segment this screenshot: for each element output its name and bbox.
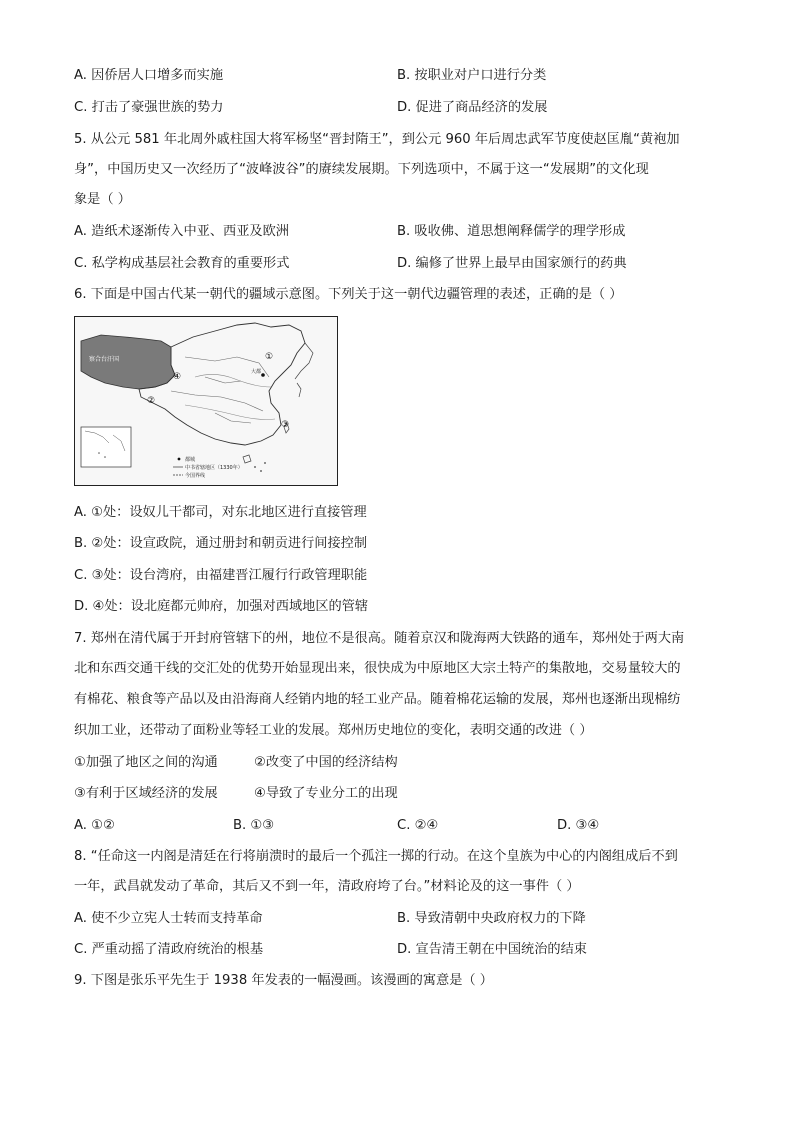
q7-item-3: ③有利于区域经济的发展 <box>74 786 218 801</box>
q5-option-c: C. 私学构成基层社会教育的重要形式 <box>74 256 290 271</box>
q6-stem: 6. 下面是中国古代某一朝代的疆域示意图。下列关于这一朝代边疆管理的表述，正确的是（ ） <box>74 287 623 302</box>
q8-option-c: C. 严重动摇了清政府统治的根基 <box>74 942 264 957</box>
q4-option-d: D. 促进了商品经济的发展 <box>397 100 548 115</box>
legend-capital: 都城 <box>185 457 196 463</box>
q7-option-c: C. ②④ <box>397 818 439 833</box>
map-marker-1: ① <box>265 352 274 362</box>
q6-option-d: D. ④处：设北庭都元帅府，加强对西域地区的管辖 <box>74 599 369 614</box>
q5-option-a: A. 造纸术逐渐传入中亚、西亚及欧洲 <box>74 224 289 239</box>
map-marker-3: ③ <box>281 420 290 430</box>
q7-stem-line1: 7. 郑州在清代属于开封府管辖下的州，地位不是很高。随着京汉和陇海两大铁路的通车，郑州处于两大南 <box>74 631 685 646</box>
q8-option-a: A. 使不少立宪人士转而支持革命 <box>74 911 263 926</box>
q5-stem-line2: 身”，中国历史又一次经历了“波峰波谷”的赓续发展期。下列选项中，不属于这一“发展期”的文化现 <box>74 162 649 177</box>
q7-item-1: ①加强了地区之间的沟通 <box>74 755 218 770</box>
capital-dadu <box>261 373 265 377</box>
q5-stem-line1: 5. 从公元 581 年北周外戚柱国大将军杨坚“晋封隋王”，到公元 960 年后周忠武军节度使赵匡胤“黄袍加 <box>74 132 680 147</box>
q5-option-b: B. 吸收佛、道思想阐释儒学的理学形成 <box>397 224 626 239</box>
q6-option-b: B. ②处：设宣政院，通过册封和朝贡进行间接控制 <box>74 536 368 551</box>
hainan-island <box>243 455 251 463</box>
q9-stem: 9. 下图是张乐平先生于 1938 年发表的一幅漫画。该漫画的寓意是（ ） <box>74 973 493 988</box>
map-marker-2: ② <box>147 396 156 406</box>
region-label: 察合台汗国 <box>89 356 120 363</box>
q4-option-a: A. 因侨居人口增多而实施 <box>74 68 224 83</box>
territory-map <box>74 316 338 486</box>
q7-stem-line4: 织加工业，还带动了面粉业等轻工业的发展。郑州历史地位的变化，表明交通的改进（ ） <box>74 723 593 738</box>
q6-option-c: C. ③处：设台湾府，由福建晋江履行行政管理职能 <box>74 568 368 583</box>
q7-item-4: ④导致了专业分工的出现 <box>254 786 398 801</box>
q4-option-c: C. 打击了豪强世族的势力 <box>74 100 224 115</box>
city-label: 大都 <box>251 369 262 375</box>
q4-option-b: B. 按职业对户口进行分类 <box>397 68 547 83</box>
legend-region: 中书省辖地区（1330年） <box>185 465 243 471</box>
q7-option-d: D. ③④ <box>557 818 600 833</box>
q7-item-2: ②改变了中国的经济结构 <box>254 755 398 770</box>
map-marker-4: ④ <box>173 372 182 382</box>
q8-stem-line2: 一年，武昌就发动了革命，其后又不到一年，清政府垮了台。”材料论及的这一事件（ ） <box>74 879 580 894</box>
q8-option-b: B. 导致清朝中央政府权力的下降 <box>397 911 586 926</box>
q7-option-a: A. ①② <box>74 818 115 833</box>
legend-border: 今国界线 <box>185 473 206 479</box>
q7-stem-line3: 有棉花、粮食等产品以及由沿海商人经销内地的轻工业产品。随着棉花运输的发展，郑州也逐渐出现棉纺 <box>74 692 681 707</box>
q8-option-d: D. 宣告清王朝在中国统治的结束 <box>397 942 587 957</box>
q5-stem-line3: 象是（ ） <box>74 192 131 207</box>
q8-stem-line1: 8. “任命这一内阁是清廷在行将崩溃时的最后一个孤注一掷的行动。在这个皇族为中心的内阁组成后不到 <box>74 849 678 864</box>
q6-option-a: A. ①处：设奴儿干都司，对东北地区进行直接管理 <box>74 505 367 520</box>
q7-stem-line2: 北和东西交通干线的交汇处的优势开始显现出来，很快成为中原地区大宗土特产的集散地，交易量较大的 <box>74 661 681 676</box>
q7-option-b: B. ①③ <box>233 818 275 833</box>
q5-option-d: D. 编修了世界上最早由国家颁行的药典 <box>397 256 627 271</box>
